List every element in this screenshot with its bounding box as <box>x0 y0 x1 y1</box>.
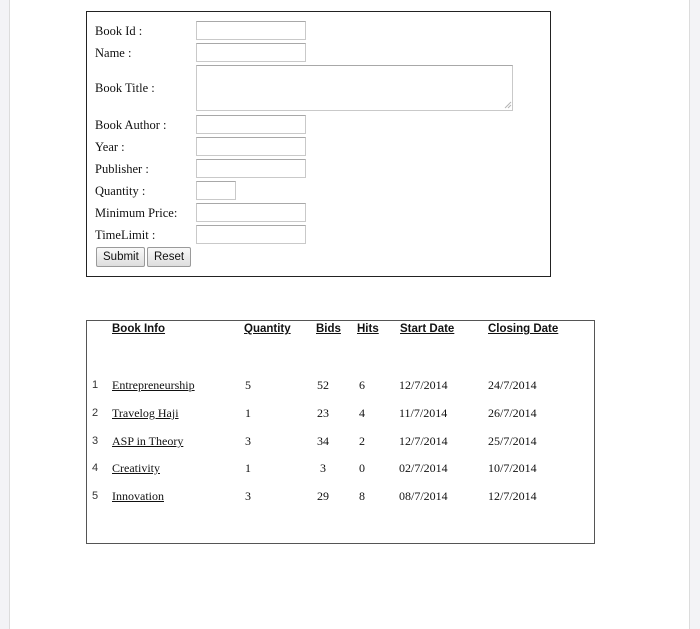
start-date-cell: 11/7/2014 <box>399 406 448 420</box>
quantity-cell: 3 <box>245 489 251 503</box>
book-title-link[interactable]: Entrepreneurship <box>112 378 195 392</box>
hits-cell: 4 <box>359 406 365 420</box>
header-book-info[interactable]: Book Info <box>112 323 166 335</box>
closing-date-cell: 26/7/2014 <box>488 406 537 420</box>
table-row <box>87 459 594 477</box>
start-date-cell: 12/7/2014 <box>399 434 448 448</box>
publisher-input[interactable] <box>196 159 306 178</box>
time-limit-label: TimeLimit : <box>95 228 156 242</box>
book-author-input[interactable] <box>196 115 306 134</box>
header-hits[interactable]: Hits <box>357 323 379 335</box>
closing-date-cell: 12/7/2014 <box>488 489 537 503</box>
bids-cell: 23 <box>317 406 329 420</box>
row-number: 2 <box>92 407 99 419</box>
bids-cell: 52 <box>317 378 329 392</box>
book-title-link[interactable]: Travelog Haji <box>112 406 179 420</box>
book-title-link[interactable]: Innovation <box>112 489 164 503</box>
year-input[interactable] <box>196 137 306 156</box>
book-form <box>86 11 551 277</box>
reset-button[interactable]: Reset <box>147 247 191 267</box>
header-closing-date[interactable]: Closing Date <box>488 323 559 335</box>
row-number: 1 <box>92 379 99 391</box>
name-label: Name : <box>95 46 132 60</box>
row-number: 3 <box>92 435 99 447</box>
publisher-label: Publisher : <box>95 162 149 176</box>
books-table <box>86 320 595 544</box>
bids-cell: 34 <box>317 434 329 448</box>
submit-button[interactable]: Submit <box>96 247 145 267</box>
table-row <box>87 404 594 422</box>
book-title-textarea[interactable] <box>196 65 513 111</box>
hits-cell: 8 <box>359 489 365 503</box>
bids-cell: 3 <box>320 461 326 475</box>
hits-cell: 6 <box>359 378 365 392</box>
table-row <box>87 487 594 505</box>
name-input[interactable] <box>196 43 306 62</box>
header-quantity[interactable]: Quantity <box>244 323 291 335</box>
closing-date-cell: 10/7/2014 <box>488 461 537 475</box>
book-id-label: Book Id : <box>95 24 143 38</box>
hits-cell: 2 <box>359 434 365 448</box>
start-date-cell: 02/7/2014 <box>399 461 448 475</box>
quantity-cell: 1 <box>245 406 251 420</box>
hits-cell: 0 <box>359 461 365 475</box>
minimum-price-label: Minimum Price: <box>95 206 178 220</box>
quantity-cell: 1 <box>245 461 251 475</box>
quantity-label: Quantity : <box>95 184 146 198</box>
table-row <box>87 432 594 450</box>
start-date-cell: 08/7/2014 <box>399 489 448 503</box>
time-limit-input[interactable] <box>196 225 306 244</box>
book-author-label: Book Author : <box>95 118 167 132</box>
book-title-label: Book Title : <box>95 81 155 95</box>
quantity-cell: 5 <box>245 378 251 392</box>
header-bids[interactable]: Bids <box>316 323 341 335</box>
book-title-link[interactable]: Creativity <box>112 461 160 475</box>
book-id-input[interactable] <box>196 21 306 40</box>
table-row <box>87 376 594 394</box>
row-number: 5 <box>92 490 99 502</box>
minimum-price-input[interactable] <box>196 203 306 222</box>
bids-cell: 29 <box>317 489 329 503</box>
book-title-link[interactable]: ASP in Theory <box>112 434 184 448</box>
year-label: Year : <box>95 140 125 154</box>
quantity-input[interactable] <box>196 181 236 200</box>
closing-date-cell: 25/7/2014 <box>488 434 537 448</box>
quantity-cell: 3 <box>245 434 251 448</box>
start-date-cell: 12/7/2014 <box>399 378 448 392</box>
header-start-date[interactable]: Start Date <box>400 323 455 335</box>
row-number: 4 <box>92 462 99 474</box>
closing-date-cell: 24/7/2014 <box>488 378 537 392</box>
